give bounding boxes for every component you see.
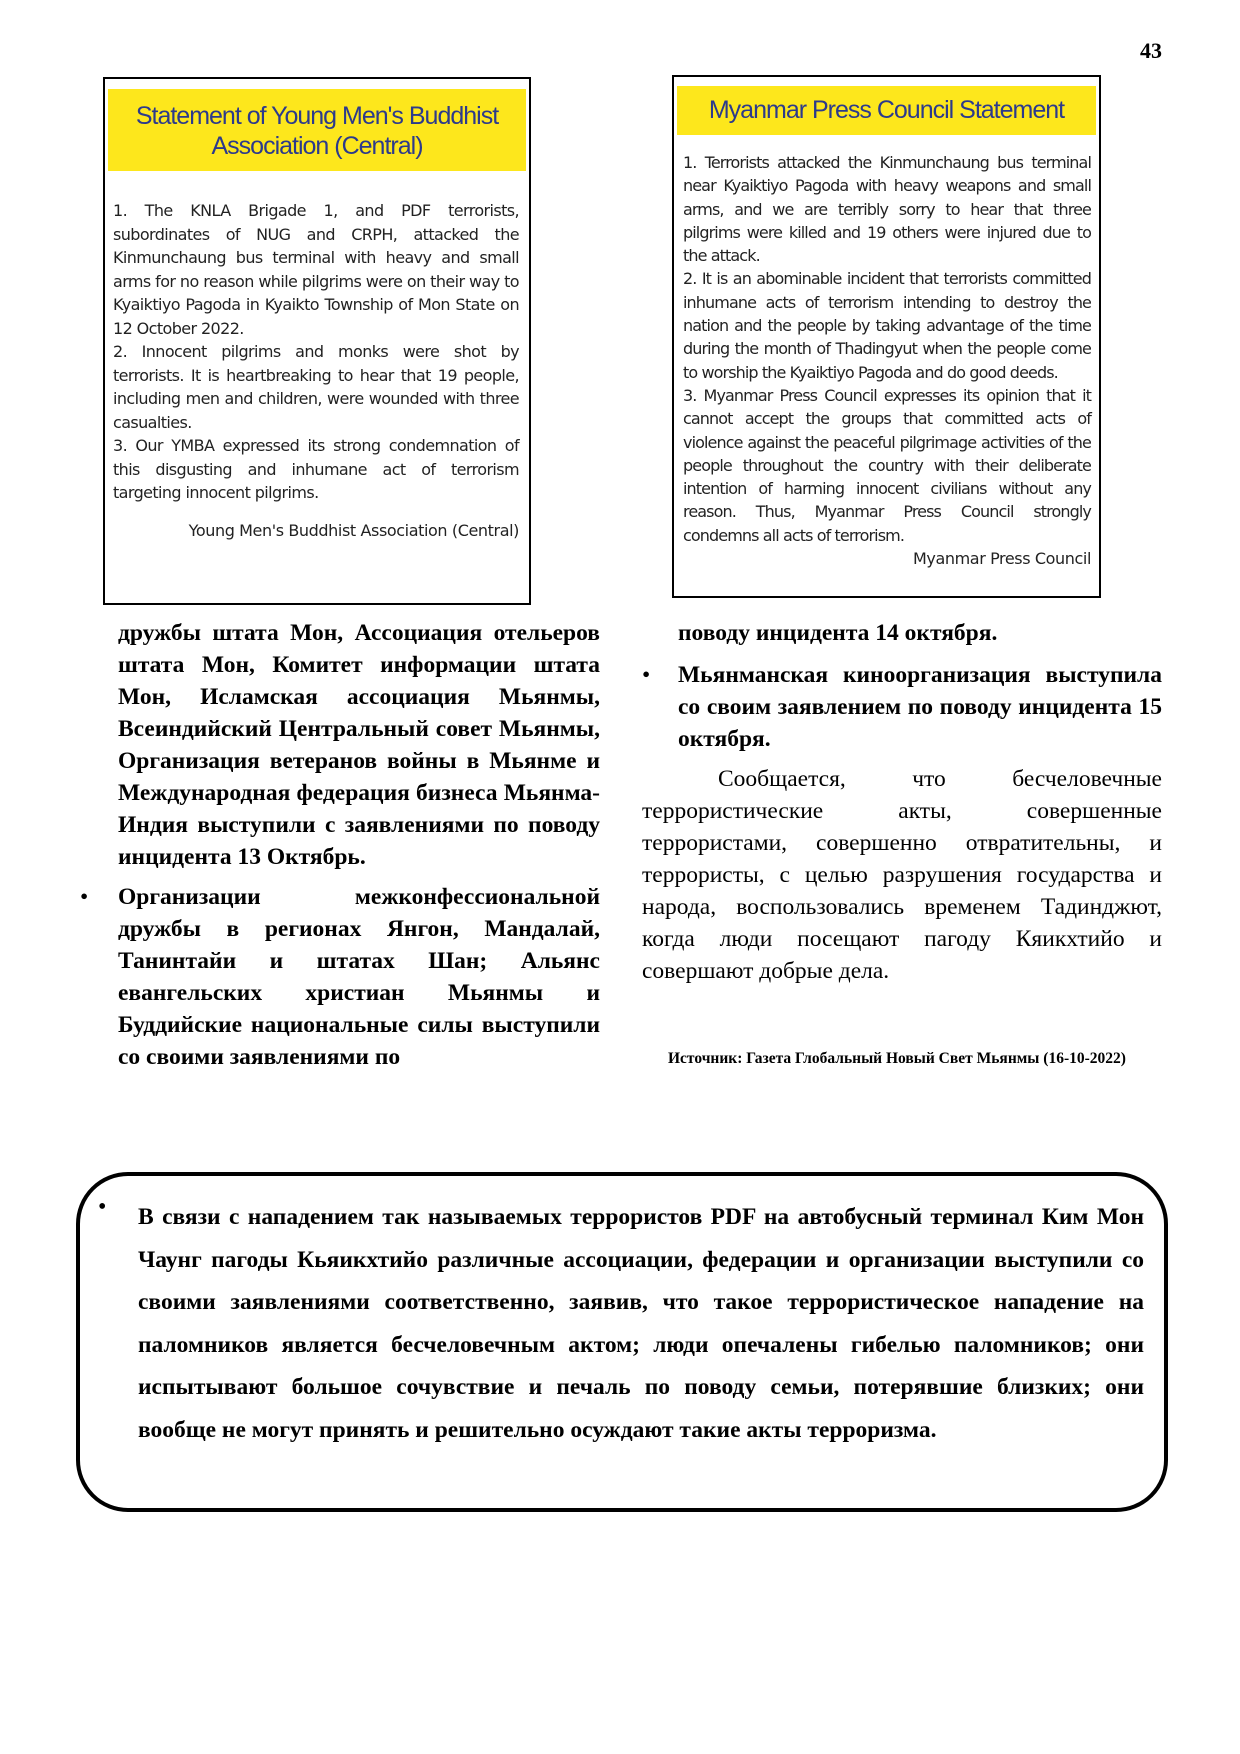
right-paragraph: Сообщается, что бесчеловечные террористические акты, совершенные террористами, совершенно отвратительны, и террористы, с целью разрушения государства и народа, воспользовались временем Тадинджют, когда люди посещают пагоду Кяикхтийо и совершают добрые дела. xyxy=(642,766,1162,984)
right-column xyxy=(642,617,1162,987)
left-bullet-item: • Организации межконфессиональной дружбы в регионах Янгон, Мандалай, Танинтайи и штатах Шан; Альянс евангельских христиан Мьянмы и Буддийские национальные силы выступили со своими заявлениями по xyxy=(118,881,600,1073)
summary-box xyxy=(76,1172,1168,1512)
ymba-point-3: 3. Our YMBA expressed its strong condemnation of this disgusting and inhumane act of terrorism targeting innocent pilgrims. xyxy=(113,436,519,502)
ymba-signature: Young Men's Buddhist Association (Central) xyxy=(188,520,519,540)
ymba-point-1: 1. The KNLA Brigade 1, and PDF terrorists, subordinates of NUG and CRPH, attacked the Kinmunchaung bus terminal with heavy and small arms for no reason while pilgrims were on their way to Kyaiktiyo Pagoda in Kyaikto Township of Mon State on 12 October 2022. xyxy=(113,201,519,338)
right-bullet-item: • Мьянманская киноорганизация выступила со своим заявлением по поводу инцидента 15 октября. xyxy=(642,659,1162,755)
mpc-signature: Myanmar Press Council xyxy=(913,549,1091,569)
source-citation: Источник: Газета Глобальный Новый Свет Мьянмы (16-10-2022) xyxy=(668,1050,1126,1067)
mpc-point-3: 3. Myanmar Press Council expresses its opinion that it cannot accept the groups that committed acts of violence against the peaceful pilgrimage activities of the people throughout the country with their deliberate intention of harming innocent civilians without any reason. Thus, Myanmar Press Council strongly condemns all acts of terrorism. xyxy=(683,385,1091,545)
ymba-statement-body xyxy=(105,171,529,505)
page-number: 43 xyxy=(1140,38,1162,63)
left-paragraph: дружбы штата Мон, Ассоциация отельеров штата Мон, Комитет информации штата Мон, Исламская ассоциация Мьянмы, Всеиндийский Центральный совет Мьянмы, Организация ветеранов войны в Мьянме и Международная федерация бизнеса Мьянма-Индия выступили с заявлениями по поводу инцидента 13 Октябрь. xyxy=(118,620,600,870)
left-column xyxy=(118,617,600,1073)
ymba-statement-clipping xyxy=(103,77,531,605)
mpc-point-1: 1. Terrorists attacked the Kinmunchaung bus terminal near Kyaiktiyo Pagoda with heavy weapons and small arms, and we are terribly sorry to hear that three pilgrims were killed and 19 others were injured due to the attack. xyxy=(683,153,1091,266)
summary-text: В связи с нападением так называемых террористов PDF на автобусный терминал Ким Мон Чаунг пагоды Кьяикхтийо различные ассоциации, федерации и организации выступили со своими заявлениями соответственно, заявив, что такое террористическое нападение на паломников является бесчеловечным актом; люди опечалены гибелью паломников; они испытывают большое сочувствие и печаль по поводу семьи, потерявшие близких; они вообще не могут принять и решительно осуждают такие акты терроризма. xyxy=(138,1204,1144,1443)
ymba-point-2: 2. Innocent pilgrims and monks were shot by terrorists. It is heartbreaking to hear that 19 people, including men and children, were wounded with three casualties. xyxy=(113,342,519,432)
mpc-statement-clipping xyxy=(672,75,1101,598)
mpc-statement-body xyxy=(674,135,1099,547)
bullet-icon: • xyxy=(98,1194,107,1220)
mpc-point-2: 2. It is an abominable incident that terrorists committed inhumane acts of terrorism intending to destroy the nation and the people by taking advantage of the time during the month of Thadingyut when the people come to worship the Kyaiktiyo Pagoda and do good deeds. xyxy=(683,269,1091,382)
mpc-statement-title: Myanmar Press Council Statement xyxy=(677,86,1096,135)
right-continuation: поводу инцидента 14 октября. xyxy=(678,620,998,646)
ymba-statement-title: Statement of Young Men's Buddhist Association (Central) xyxy=(108,89,526,171)
